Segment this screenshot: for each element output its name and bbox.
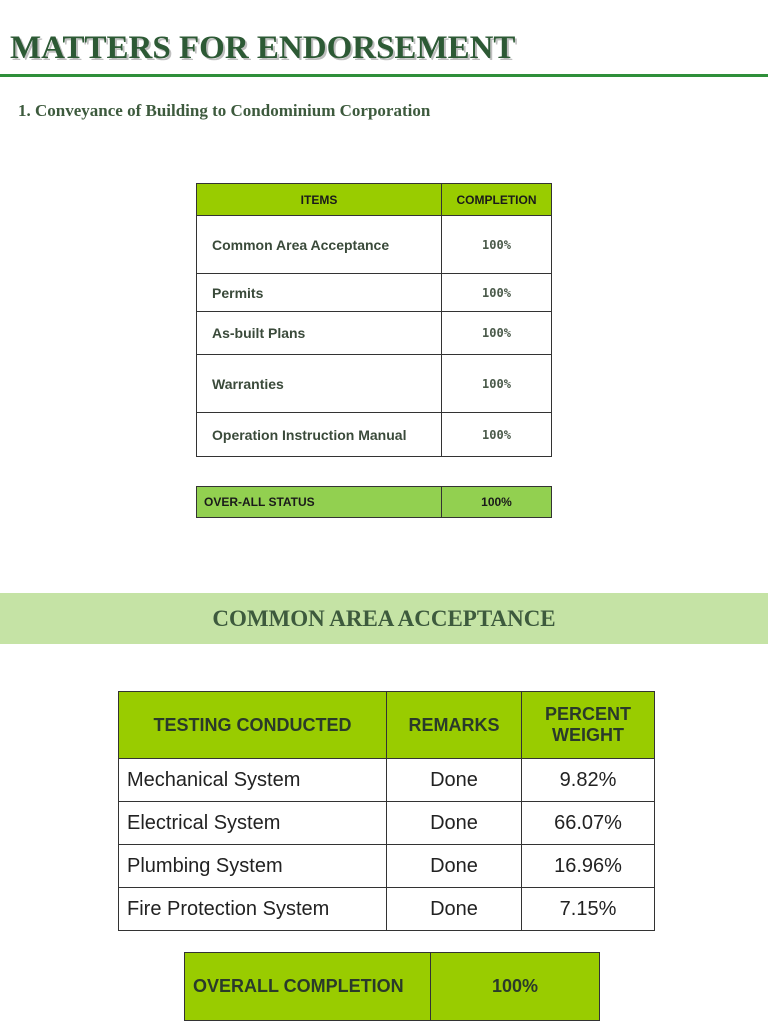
- title-divider: [0, 74, 768, 77]
- table-row: [197, 413, 552, 457]
- item-completion: 100%: [442, 274, 552, 312]
- system-weight: 66.07%: [522, 802, 655, 845]
- table-row: [119, 759, 655, 802]
- overall-status-value: 100%: [442, 487, 552, 518]
- item-completion: 100%: [442, 413, 552, 457]
- item-completion: 100%: [442, 216, 552, 274]
- system-name: Electrical System: [119, 802, 387, 845]
- page-title: MATTERS FOR ENDORSEMENT: [10, 30, 516, 66]
- table-row: [197, 355, 552, 413]
- item-name: As-built Plans: [197, 312, 442, 355]
- table-row: [119, 802, 655, 845]
- remarks-column-header: REMARKS: [387, 692, 522, 759]
- overall-completion-label: OVERALL COMPLETION: [185, 953, 431, 1021]
- system-name: Mechanical System: [119, 759, 387, 802]
- overall-completion-row: [185, 953, 600, 1021]
- item-completion: 100%: [442, 312, 552, 355]
- items-completion-table: [196, 183, 552, 457]
- system-weight: 16.96%: [522, 845, 655, 888]
- system-remarks: Done: [387, 759, 522, 802]
- overall-status-table: [196, 486, 552, 518]
- item-name: Common Area Acceptance: [197, 216, 442, 274]
- item-name: Operation Instruction Manual: [197, 413, 442, 457]
- table-row: [119, 888, 655, 931]
- item-name: Permits: [197, 274, 442, 312]
- overall-completion-value: 100%: [431, 953, 600, 1021]
- overall-completion-table: [184, 952, 600, 1021]
- table-row: [197, 312, 552, 355]
- system-remarks: Done: [387, 845, 522, 888]
- testing-table-header: [119, 692, 655, 759]
- system-name: Fire Protection System: [119, 888, 387, 931]
- item-name: Warranties: [197, 355, 442, 413]
- system-weight: 7.15%: [522, 888, 655, 931]
- section-subtitle: 1. Conveyance of Building to Condominium Corporation: [18, 101, 431, 120]
- overall-status-label: OVER-ALL STATUS: [197, 487, 442, 518]
- system-remarks: Done: [387, 888, 522, 931]
- table-row: [119, 845, 655, 888]
- items-column-header: ITEMS: [197, 184, 442, 216]
- system-name: Plumbing System: [119, 845, 387, 888]
- weight-column-header: PERCENT WEIGHT: [522, 692, 655, 759]
- table-row: [197, 216, 552, 274]
- completion-column-header: COMPLETION: [442, 184, 552, 216]
- table-row: [197, 274, 552, 312]
- testing-column-header: TESTING CONDUCTED: [119, 692, 387, 759]
- overall-status-row: [197, 487, 552, 518]
- system-remarks: Done: [387, 802, 522, 845]
- item-completion: 100%: [442, 355, 552, 413]
- section-title: COMMON AREA ACCEPTANCE: [212, 606, 556, 631]
- items-table-header: [197, 184, 552, 216]
- system-weight: 9.82%: [522, 759, 655, 802]
- testing-conducted-table: [118, 691, 655, 931]
